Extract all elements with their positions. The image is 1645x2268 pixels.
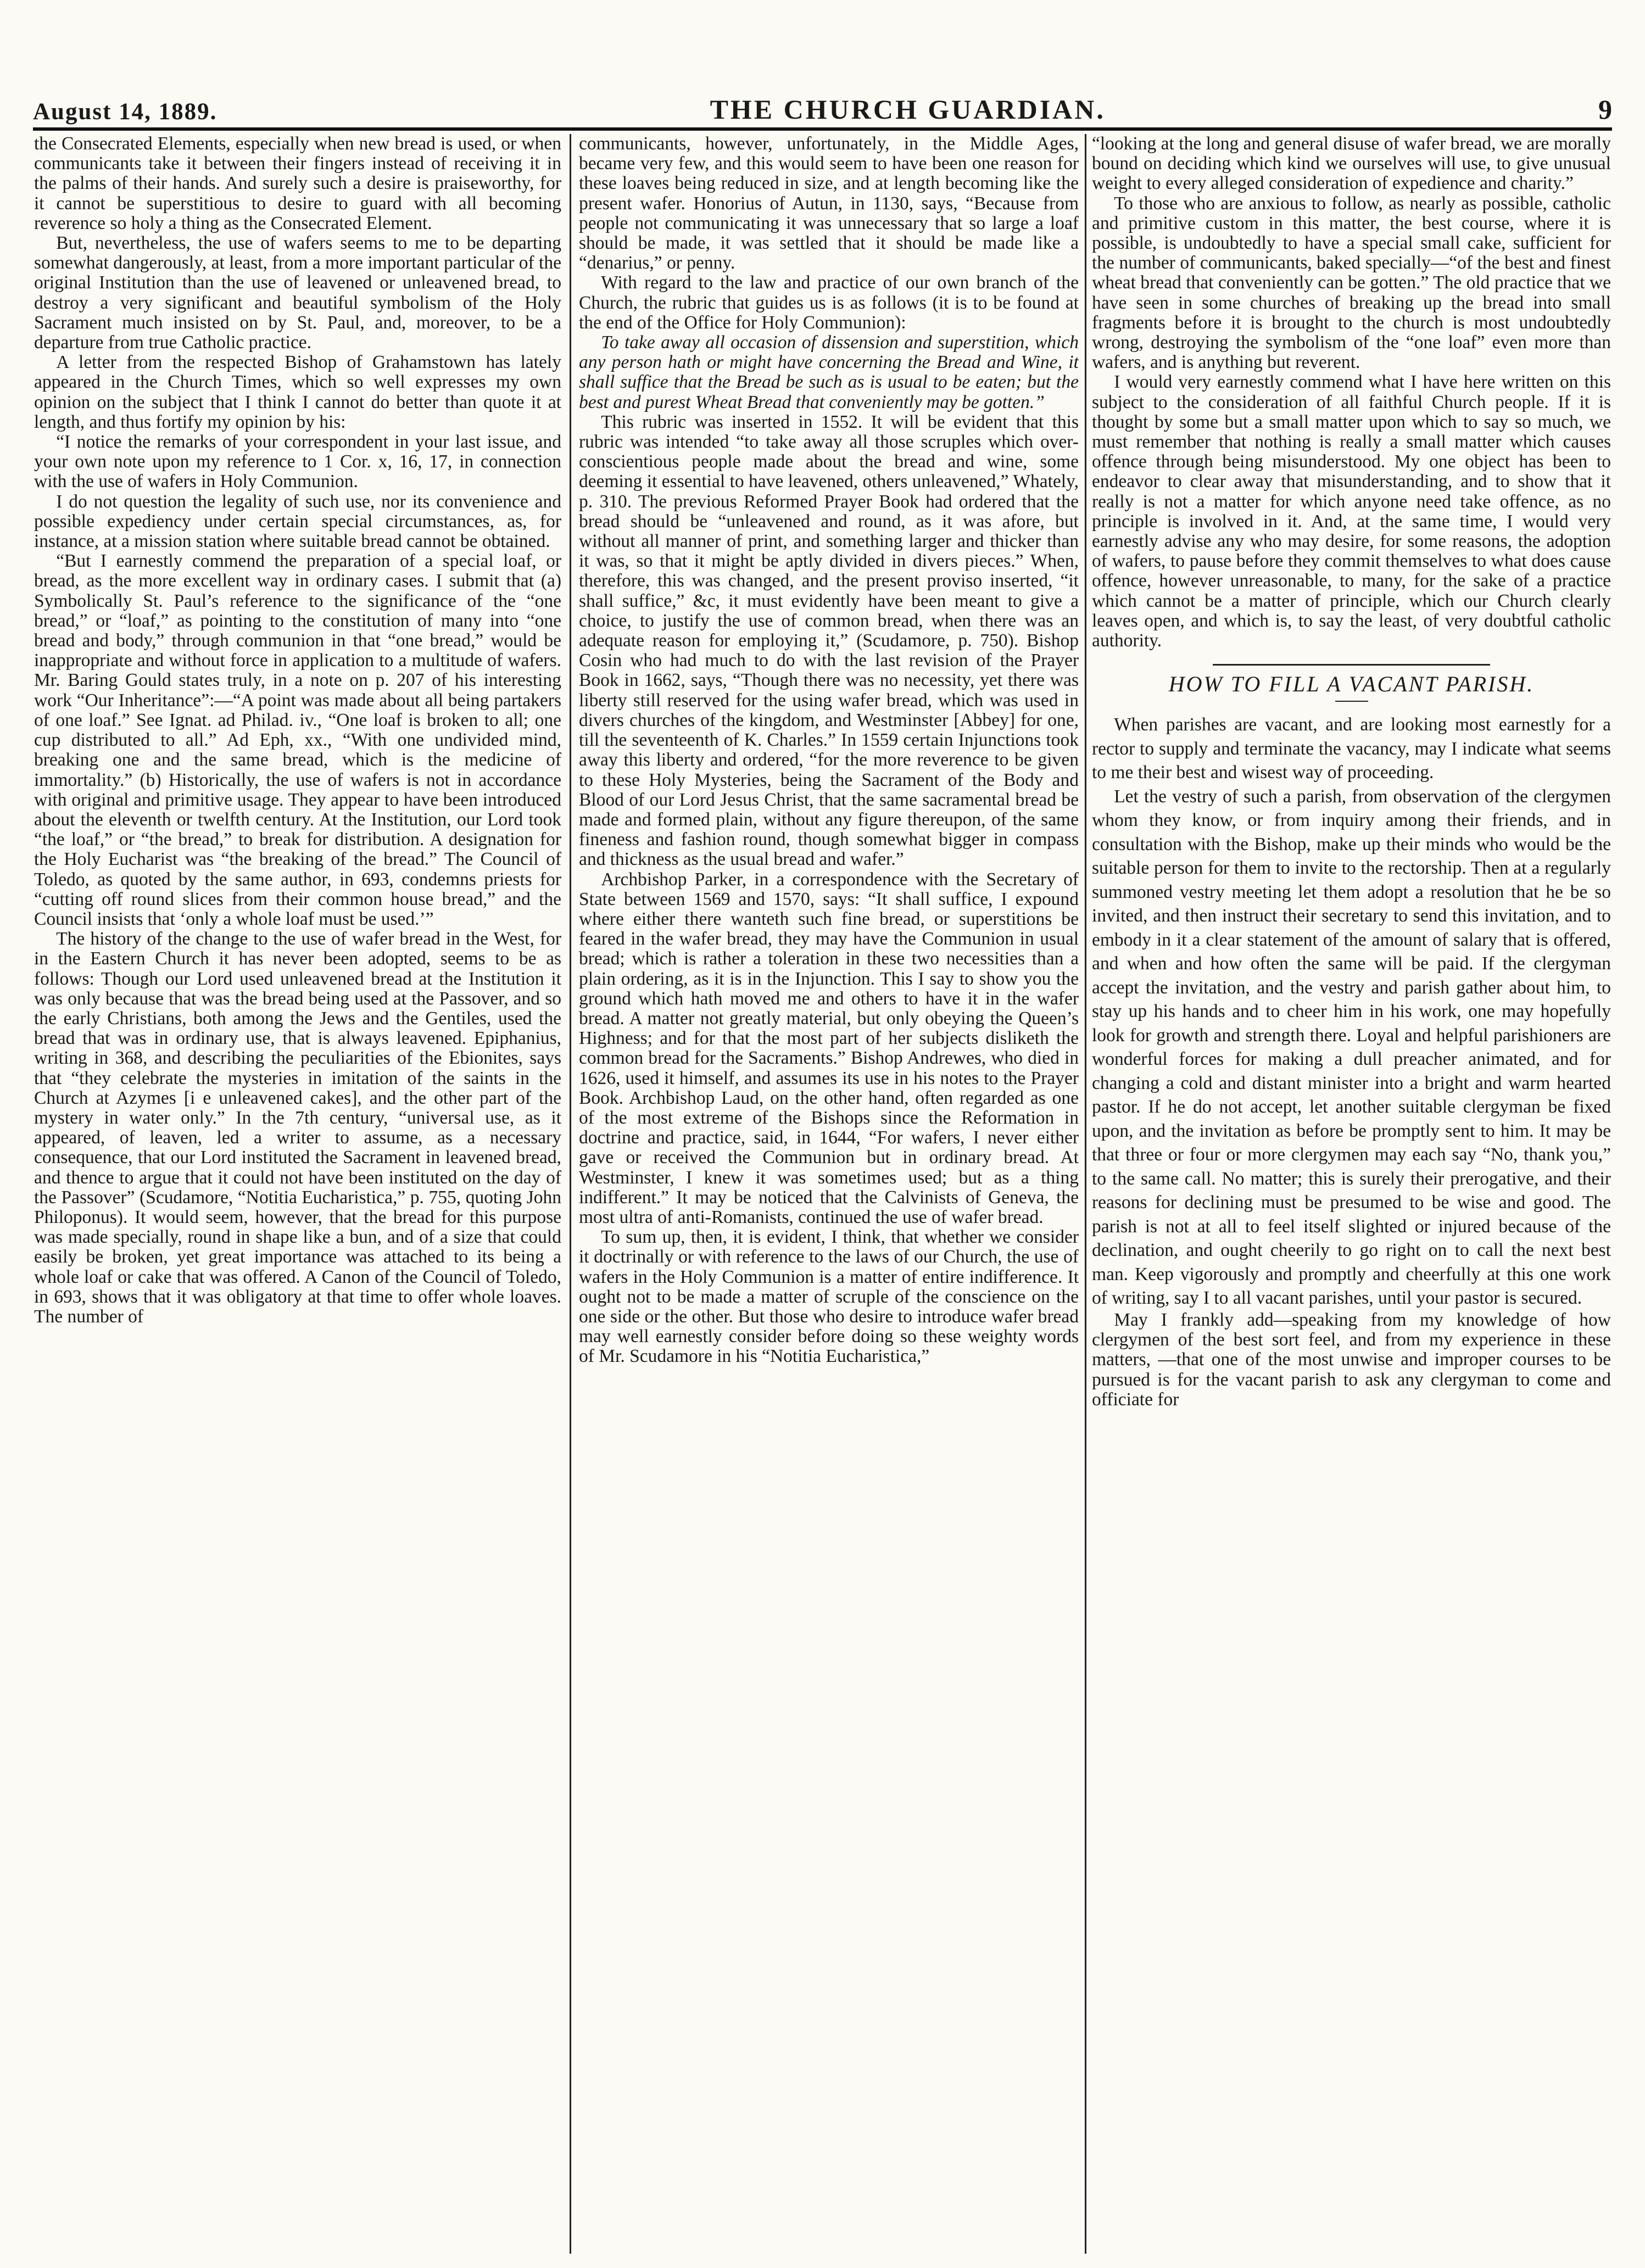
masthead-title: THE CHURCH GUARDIAN. xyxy=(710,94,1106,125)
paragraph: To those who are anxious to follow, as nearly as possible, catholic and primitive custom in this matter, the best course, where it is possible, is undoubtedly to have a special small cake, sufficient for the number of communicants, baked specially—“of the best and finest wheat bread that conveniently can be gotten.” The old practice that we have seen in some churches of breaking up the bread into small fragments before it is brought to the church is most undoubtedly wrong, destroying the symbolism of the “one loaf” even more than wafers, and is anything but reverent. xyxy=(1092,193,1611,373)
paragraph: But, nevertheless, the use of wafers seems to me to be departing somewhat dangerously, at least, from a more important particular of the original Institution than the use of leavened or unleavened bread, to destroy a very significant and beautiful symbolism of the Holy Sacrament much insisted on by St. Paul, and, moreover, to be a departure from true Catholic practice. xyxy=(34,233,561,353)
paragraph: Let the vestry of such a parish, from observation of the clergymen whom they know, or from inquiry among their friends, and in consultation with the Bishop, make up their minds who would be the suitable person for them to invite to the rectorship. Then at a regularly summoned vestry meeting let them adopt a resolution that he be so invited, and then instruct their secretary to send this invitation, and to embody in it a clear statement of the amount of salary that is offered, and when and how often the same will be paid. If the clergyman accept the invitation, and the vestry and parish gather about him, to stay up his hands and to cheer him in his work, one may hopefully look for growth and strength there. Loyal and helpful parishioners are wonderful forces for making a dull preacher animated, and for changing a cold and distant minister into a bright and warm hearted pastor. If he do not accept, let another suitable clergyman be fixed upon, and the invitation as before be promptly sent to him. It may be that three or four or more clergymen may each say “No, thank you,” to the same call. No matter; this is surely their prerogative, and their reasons for declining must be presumed to be wise and good. The parish is not at all to feel itself slighted or injured because of the declination, and ought cheerily to go right on to call the next best man. Keep vigorously and promptly and cheerfully at this one work of writing, say I to all vacant parishes, until your pastor is secured. xyxy=(1092,786,1611,1309)
page-number: 9 xyxy=(1598,94,1612,125)
header-rule xyxy=(33,127,1612,131)
paragraph: When parishes are vacant, and are looking most earnestly for a rector to supply and terminate the vacancy, may I indicate what seems to me their best and wisest way of proceeding. xyxy=(1092,714,1611,783)
paragraph: This rubric was inserted in 1552. It will be evident that this rubric was intended “to take away all those scruples which over-conscientious people made about the bread and wine, some deeming it essential to have leavened, others unleavened,” Whately, p. 310. The previous Reformed Prayer Book had ordered that the bread should be “unleavened and round, as it was afore, but without all manner of print, and something larger and thicker than it was, so that it might be aptly divided in divers pieces.” When, therefore, this was changed, and the present proviso inserted, “it shall suffice,” &c, it must evidently have been meant to give a choice, to justify the use of common bread, when there was an adequate reason for employing it,” (Scudamore, p. 750). Bishop Cosin who had much to do with the last revision of the Prayer Book in 1662, says, “Though there was no necessity, yet there was liberty still reserved for the using wafer bread, which was used in divers churches of the kingdom, and Westminster [Abbey] for one, till the seventeenth of K. Charles.” In 1559 certain Injunctions took away this liberty and ordered, “for the more reverence to be given to these Holy Mysteries, being the Sacrament of the Body and Blood of our Lord Jesus Christ, that the same sacramental bread be made and formed plain, without any figure thereupon, of the same fineness and fashion round, though somewhat bigger in compass and thickness as the usual bread and wafer.” xyxy=(579,411,1079,870)
paragraph: Archbishop Parker, in a correspondence with the Secretary of State between 1569 and 1570, says: “It shall suffice, I expound where either there wanteth such fine bread, or superstitions be feared in the wafer bread, they may have the Communion in usual bread; which is rather a toleration in these two necessities than a plain ordering, as it is in the Injunction. This I say to show you the ground which hath moved me and others to have it in the wafer bread. A matter not greatly material, but only obeying the Queen’s Highness; and for that the most part of her subjects disliketh the common bread for the Sacraments.” Bishop Andrewes, who died in 1626, used it himself, and assumes its use in his notes to the Prayer Book. Archbishop Laud, on the other hand, often regarded as one of the most extreme of the Bishops since the Reformation in doctrine and practice, said, in 1644, “For wafers, I never either gave or received the Communion but in ordinary bread. At Westminster, I knew it was sometimes used; but as a thing indifferent.” It may be noticed that the Calvinists of Geneva, the most ultra of anti-Romanists, continued the use of wafer bread. xyxy=(579,869,1079,1227)
column-divider xyxy=(1085,134,1086,2254)
quoted-letter-paragraph: “I notice the remarks of your correspondent in your last issue, and your own note upon my reference to 1 Cor. x, 16, 17, in connection with the use of wafers in Holy Communion. xyxy=(34,432,561,492)
section-divider xyxy=(1213,664,1490,666)
article-body xyxy=(1092,713,1611,1310)
paragraph: I would very earnestly commend what I have here written on this subject to the consideration of all faithful Church people. If it is thought by some but a small matter upon which to say so much, we must remember that nothing is really a small matter which causes offence through being misunderstood. My one object has been to endeavor to clear away that misunderstanding, and to show that it really is not a matter for which anyone need take offence, as no principle is involved in it. And, at the same time, I would very earnestly advise any who may desire, for some reasons, the adoption of wafers, to pause before they commit themselves to what does cause offence, however unreasonable, to many, for the sake of a practice which cannot be a matter of principle, which our Church clearly leaves open, and which is, to say the least, of very doubtful catholic authority. xyxy=(1092,372,1611,651)
quoted-letter-paragraph: I do not question the legality of such use, nor its convenience and possible expediency under certain special circumstances, as, for instance, at a mission station where suitable bread cannot be obtained. xyxy=(34,491,561,552)
column-1 xyxy=(34,134,561,2248)
column-divider xyxy=(570,134,571,2254)
paragraph: May I frankly add—speaking from my knowledge of how clergymen of the best sort feel, and from my experience in these matters, —that one of the most unwise and improper courses to be pursued is for the vacant parish to ask any clergyman to come and officiate for xyxy=(1092,1309,1611,1410)
paragraph: The history of the change to the use of wafer bread in the West, for in the Eastern Church it has never been adopted, seems to be as follows: Though our Lord used unleavened bread at the Institution it was only because that was the bread being used at the Passover, and so the early Christians, both among the Jews and the Gentiles, used the bread that was in ordinary use, that is always leavened. Epiphanius, writing in 368, and describing the peculiarities of the Ebionites, says that “they celebrate the mysteries in imitation of the saints in the Church at Azymes [i e unleavened cakes], and the other part of the mystery in water only.” In the 7th century, “universal use, as it appeared, of leaven, led a writer to assume, as a necessary consequence, that our Lord instituted the Sacrament in leavened bread, and thence to argue that it could not have been instituted on the day of the Passover” (Scudamore, “Notitia Eucharistica,” p. 755, quoting John Philoponus). It would seem, however, that the bread for this purpose was made specially, round in shape like a bun, and of a size that could easily be broken, yet great importance was attached to its being a whole loaf or cake that was offered. A Canon of the Council of Toledo, in 693, shows that it was obligatory at that time to offer whole loaves. The number of xyxy=(34,929,561,1327)
column-2 xyxy=(579,134,1079,2248)
paragraph: communicants, however, unfortunately, in the Middle Ages, became very few, and this would seem to have been one reason for these loaves being reduced in size, and at length becoming like the present wafer. Honorius of Autun, in 1130, says, “Because from people not communicating it was unnecessary that so large a loaf should be made, it was settled that it should be made like a “denarius,” or penny. xyxy=(579,134,1079,273)
heading-underline xyxy=(1335,701,1368,702)
paragraph: “looking at the long and general disuse of wafer bread, we are morally bound on deciding which kind we ourselves will use, to give unusual weight to every alleged consideration of expedience and charity.” xyxy=(1092,134,1611,194)
page-header xyxy=(33,87,1612,125)
paragraph: With regard to the law and practice of our own branch of the Church, the rubric that guides us is as follows (it is to be found at the end of the Office for Holy Communion): xyxy=(579,272,1079,333)
paragraph: To sum up, then, it is evident, I think, that whether we consider it doctrinally or with reference to the laws of our Church, the use of wafers in the Holy Communion is a matter of entire indifference. It ought not to be made a matter of scruple of the conscience on the one side or the other. But those who desire to introduce wafer bread may well earnestly consider before doing so these weighty words of Mr. Scudamore in his “Notitia Eucharistica,” xyxy=(579,1227,1079,1367)
issue-date: August 14, 1889. xyxy=(33,99,218,125)
quoted-letter-paragraph: “But I earnestly commend the preparation of a special loaf, or bread, as the more excellent way in ordinary cases. I submit that (a) Symbolically St. Paul’s reference to the significance of the “one bread,” or “loaf,” as pointing to the constitution of many into “one bread and body,” through communion in that “one bread,” would be inappropriate and without force in application to a multitude of wafers. Mr. Baring Gould states truly, in a note on p. 207 of his interesting work “Our Inheritance”:—“A point was made about all being partakers of one loaf.” See Ignat. ad Philad. iv., “One loaf is broken to all; one cup distributed to all.” Ad Eph, xx., “With one undivided mind, breaking one and the same bread, which is the medicine of immortality.” (b) Historically, the use of wafers is not in accordance with original and primitive usage. They appear to have been introduced about the eleventh or twelfth century. At the Institution, our Lord took “the loaf,” or “the bread,” to break for distribution. A designation for the Holy Eucharist was “the breaking of the bread.” The Council of Toledo, as quoted by the same author, in 693, condemns priests for “cutting off round slices from their common house bread,” and the Council insists that ‘only a whole loaf must be used.’” xyxy=(34,551,561,929)
rubric-quote: To take away all occasion of dissension and superstition, which any person hath or might have concerning the Bread and Wine, it shall suffice that the Bread be such as is usual to be eaten; but the best and purest Wheat Bread that conveniently may be gotten.” xyxy=(579,332,1079,412)
paragraph: A letter from the respected Bishop of Grahamstown has lately appeared in the Church Times, which so well expresses my own opinion on the subject that I think I cannot do better than quote it at length, and thus fortify my opinion by his: xyxy=(34,352,561,432)
column-3 xyxy=(1092,134,1611,2248)
paragraph: the Consecrated Elements, especially when new bread is used, or when communicants take it between their fingers instead of receiving it in the palms of their hands. And surely such a desire is praiseworthy, for it cannot be superstitious to desire to guard with all becoming reverence so holy a thing as the Consecrated Element. xyxy=(34,134,561,233)
section-heading: HOW TO FILL A VACANT PARISH. xyxy=(1168,672,1535,697)
